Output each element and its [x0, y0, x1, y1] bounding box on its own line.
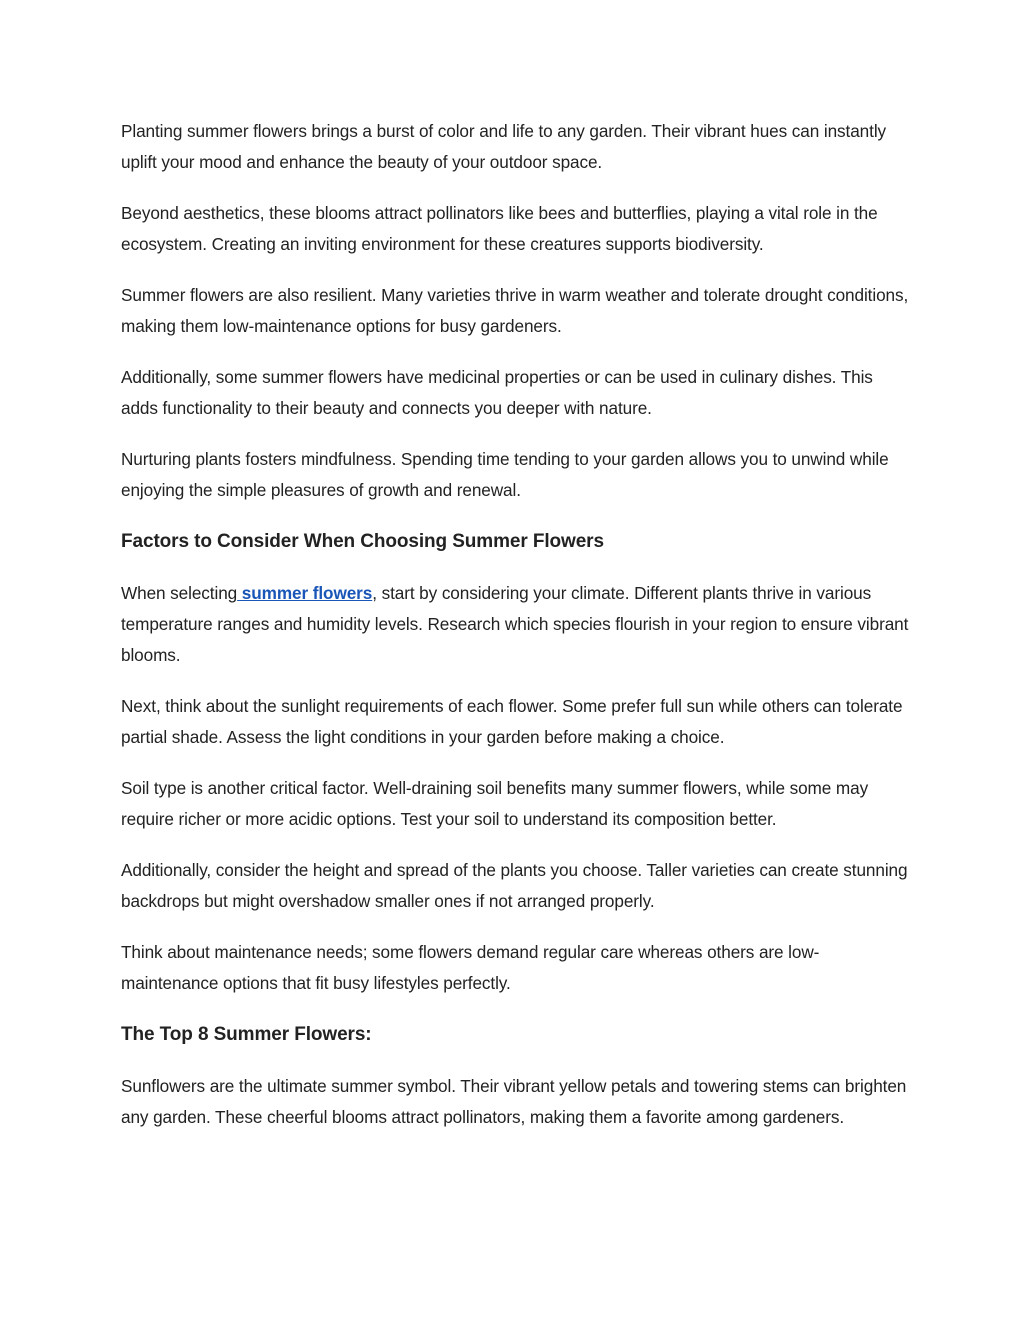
intro-paragraph-5: Nurturing plants fosters mindfulness. Spending time tending to your garden allows you to unwind while enjoying the simple pleasures of growth and renewal. [121, 449, 889, 500]
document-body [121, 116, 911, 1153]
factors-paragraph-1 [121, 578, 911, 671]
factors-paragraph-1-start: When selecting [121, 583, 238, 603]
top-flowers-heading: The Top 8 Summer Flowers: [121, 1024, 372, 1045]
intro-paragraph-1: Planting summer flowers brings a burst of color and life to any garden. Their vibrant hues can instantly uplift your mood and enhance the beauty of your outdoor space. [121, 121, 887, 172]
factors-paragraph-3: Soil type is another critical factor. Well-draining soil benefits many summer flowers, while some may require richer or more acidic options. Test your soil to understand its composition better. [121, 778, 869, 829]
factors-paragraph-2: Next, think about the sunlight requirements of each flower. Some prefer full sun while others can tolerate partial shade. Assess the light conditions in your garden before making a choice. [121, 696, 903, 747]
factors-paragraph-1-end: , start by considering your climate. Different plants thrive in various temperature ranges and humidity levels. Research which species flourish in your region to ensure vibrant blooms. [121, 583, 909, 665]
sunflowers-paragraph: Sunflowers are the ultimate summer symbol. Their vibrant yellow petals and towering stems can brighten any garden. These cheerful blooms attract pollinators, making them a favorite among gardeners. [121, 1076, 907, 1127]
intro-paragraph-4: Additionally, some summer flowers have medicinal properties or can be used in culinary dishes. This adds functionality to their beauty and connects you deeper with nature. [121, 367, 873, 418]
factors-paragraph-5: Think about maintenance needs; some flowers demand regular care whereas others are low-maintenance options that fit busy lifestyles perfectly. [121, 942, 820, 993]
factors-paragraph-4: Additionally, consider the height and spread of the plants you choose. Taller varieties can create stunning backdrops but might overshadow smaller ones if not arranged properly. [121, 860, 908, 911]
intro-paragraph-3: Summer flowers are also resilient. Many varieties thrive in warm weather and tolerate drought conditions, making them low-maintenance options for busy gardeners. [121, 285, 909, 336]
intro-paragraph-2: Beyond aesthetics, these blooms attract pollinators like bees and butterflies, playing a vital role in the ecosystem. Creating an inviting environment for these creatures supports biodiversity. [121, 203, 878, 254]
summer-flowers-link[interactable]: summer flowers [237, 583, 373, 603]
factors-heading: Factors to Consider When Choosing Summer Flowers [121, 531, 604, 552]
